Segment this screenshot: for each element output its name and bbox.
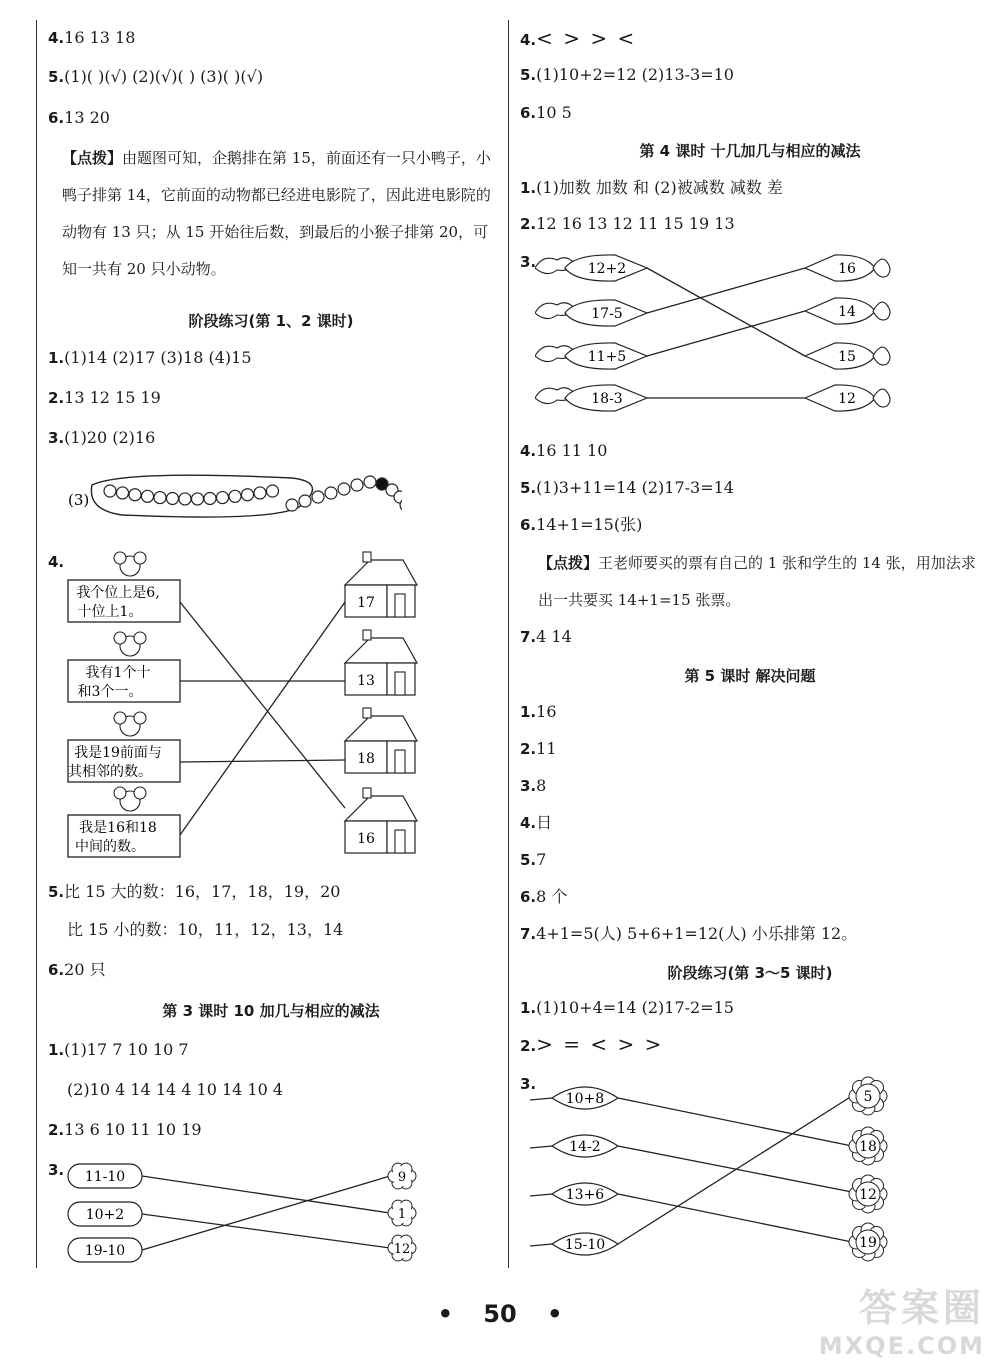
speech-text: 我是16和18 [79,820,157,836]
speech-text: 十位上1。 [77,604,143,620]
flower-number: 12 [859,1187,877,1203]
carrot-expression: 17-5 [591,306,623,322]
page-dot-left: • [437,1300,453,1328]
stage-answer-5b: 比 15 小的数：10，11，12，13，14 [67,920,344,939]
bead [364,476,376,488]
stage-answer-5: 5.比 15 大的数：16，17，18，19，20 [48,882,341,901]
stage-answer-2: 2.13 12 15 19 [48,388,161,407]
lesson5-answer-3: 3.8 [520,776,547,795]
flower-number: 19 [859,1235,877,1251]
tip-paragraph-right: 【点拨】王老师要买的票有自己的 1 张和学生的 14 张，用加法求出一共要买 14+1=15 张票。 [538,554,976,609]
match-line [647,268,805,356]
mouse-ear-icon [134,632,146,644]
bead [117,487,129,499]
lesson3-answer-1b: (2)10 4 14 14 4 10 14 10 4 [67,1080,284,1099]
stage35-answer-1: 1.(1)10+4=14 (2)17-2=15 [520,998,734,1017]
cloud-expression: 19-10 [84,1243,126,1259]
carrot-leaf-icon [873,302,890,320]
cloud-expression: 11-10 [84,1169,126,1185]
lesson4-answer-3-label: 3. [520,253,537,271]
lesson5-answer-5: 5.7 [520,850,547,869]
house-number: 17 [357,595,375,611]
house-roof-icon [345,638,417,663]
bead-string-figure [62,460,402,530]
match-lines [180,602,345,835]
match-line [618,1096,852,1244]
speech-text: 中间的数。 [75,839,145,855]
match-line [618,1146,852,1192]
mouse-ear-icon [114,787,126,799]
bead [104,485,116,497]
bead [299,495,311,507]
lesson5-answer-4: 4.日 [520,813,553,832]
lesson5-answer-6: 6.8 个 [520,887,568,906]
leaf-expression: 15-10 [564,1237,606,1253]
speech-text: 和3个一。 [77,684,143,700]
match-line [180,602,345,835]
lesson4-answer-2: 2.12 16 13 12 11 15 19 13 [520,214,735,233]
stage35-answer-2: 2.> = < > > [520,1032,664,1056]
match-line [647,268,805,313]
mouse-ear-icon [134,787,146,799]
left-carrots-group [535,255,647,411]
match-line [180,760,345,762]
chimney-icon [363,630,371,640]
carrot-number: 12 [838,391,856,407]
bead [254,487,266,499]
bead-label: (3) [68,491,90,509]
leaf-stem [530,1098,552,1100]
stage35-match-lines [618,1096,852,1244]
house-roof-icon [345,560,417,585]
lesson4-answer-7: 7.4 14 [520,627,572,646]
bead [286,499,298,511]
page-dot-right: • [547,1300,563,1328]
lesson3-answer-3-label: 3. [48,1161,65,1179]
bead [312,491,324,503]
chimney-icon [363,552,371,562]
mouse-ear-icon [114,712,126,724]
lesson3-answer-1a: 1.(1)17 7 10 10 7 [48,1040,189,1059]
answer-4: 4.16 13 18 [48,28,136,47]
speech-text: 其相邻的数。 [68,764,152,780]
speech-text: 我有1个十 [85,665,151,681]
watermark-line1: 答案圈 [858,1286,985,1330]
flower-number: 1 [397,1207,407,1222]
match-line [142,1214,390,1248]
lesson4-answer-5: 5.(1)3+11=14 (2)17-3=14 [520,478,734,497]
carrot-matching [535,246,895,426]
leaf-expression: 10+8 [565,1091,605,1107]
left-margin-rule [36,20,37,1268]
bead [129,489,141,501]
flower-number: 12 [393,1242,411,1257]
carrot-expression: 18-3 [591,391,623,407]
speech-text: 我是19前面与 [74,745,162,761]
leaf-expression: 13+6 [565,1187,605,1203]
carrot-expression: 11+5 [587,349,627,365]
bead [325,487,337,499]
lesson4-answer-4: 4.16 11 10 [520,441,608,460]
carrot-leaf-icon [873,347,890,365]
mouse-house-matching [60,550,460,865]
flower-number: 18 [859,1139,877,1155]
match-line [647,311,805,356]
page-number-value: 50 [483,1300,517,1328]
house-roof-icon [345,716,417,741]
stage35-answer-3-label: 3. [520,1075,537,1093]
section-heading-lesson5: 第 5 课时 解决问题 [684,667,816,685]
leaf-stem [530,1244,552,1246]
mice-group [68,552,180,857]
flower-number: 5 [863,1089,873,1105]
carrot-number: 15 [838,349,856,365]
bead [167,492,179,504]
leaf-stem [530,1194,552,1196]
lesson5-answer-2: 2.11 [520,739,557,758]
house-door-icon [395,830,405,853]
section-heading-stage12: 阶段练习(第 1、2 课时) [188,312,354,330]
leaf-stem [530,1146,552,1148]
carrot-expression: 12+2 [587,261,627,277]
bead [142,490,154,502]
flowers-group-right [849,1077,887,1261]
watermark-line2: MXQE.COM [818,1332,985,1360]
lesson5-answer-1: 1.16 [520,702,557,721]
flower-number: 9 [397,1170,407,1185]
answer-5-right: 5.(1)10+2=12 (2)13-3=10 [520,65,734,84]
answer-5: 5.(1)( )(√) (2)(√)( ) (3)( )(√) [48,67,264,86]
house-roof-icon [345,796,417,821]
answer-6: 6.13 20 [48,108,110,127]
house-number: 13 [357,673,375,689]
chimney-icon [363,708,371,718]
lesson3-match-lines [142,1176,390,1250]
section-heading-lesson3: 第 3 课时 10 加几与相应的减法 [162,1002,380,1020]
beads-group [104,476,402,526]
house-number: 18 [357,751,375,767]
house-number: 16 [357,831,375,847]
houses-group [345,552,417,853]
lesson4-match-lines [647,268,805,398]
lesson4-answer-1: 1.(1)加数 加数 和 (2)被减数 减数 差 [520,178,783,197]
bead [204,492,216,504]
lesson5-answer-7: 7.4+1=5(人) 5+6+1=12(人) 小乐排第 12。 [520,924,858,943]
bead [338,483,350,495]
bead [154,492,166,504]
house-door-icon [395,594,405,617]
carrot-leaf-icon [873,389,890,407]
watermark [819,1277,985,1360]
center-divider [508,20,509,1268]
match-line [142,1176,390,1213]
leaf-expression: 14-2 [569,1139,601,1155]
stage-answer-3: 3.(1)20 (2)16 [48,428,156,447]
bead [351,479,363,491]
bead [267,485,279,497]
house-door-icon [395,750,405,773]
bead [217,492,229,504]
mouse-ear-icon [134,712,146,724]
cloud-flower-matching [60,1158,460,1266]
lesson3-answer-2: 2.13 6 10 11 10 19 [48,1120,202,1139]
house-door-icon [395,672,405,695]
match-line [618,1194,852,1242]
carrot-leaf-icon [873,259,890,277]
carrot-number: 14 [838,304,856,320]
match-line [142,1176,390,1250]
bead [179,493,191,505]
leaf-flower-matching [530,1076,910,1266]
bead [192,493,204,505]
answer-6-right: 6.10 5 [520,103,572,122]
stage-answer-1: 1.(1)14 (2)17 (3)18 (4)15 [48,348,252,367]
match-line [618,1098,852,1146]
speech-text: 我个位上是6, [76,585,160,601]
section-heading-lesson4: 第 4 课时 十几加几与相应的减法 [639,142,861,160]
carrot-number: 16 [838,261,856,277]
cloud-expression: 10+2 [85,1207,125,1223]
bead [242,489,254,501]
leaves-group [530,1087,618,1255]
stage-answer-6: 6.20 只 [48,960,106,979]
lesson4-answer-6: 6.14+1=15(张) [520,515,643,534]
chimney-icon [363,788,371,798]
mouse-ear-icon [134,552,146,564]
match-line [180,602,345,808]
mouse-ear-icon [114,632,126,644]
tip-paragraph: 【点拨】由题图可知，企鹅排在第 15，前面还有一只小鸭子，小鸭子排第 14，它前面的动物都已经进电影院了，因此进电影院的动物有 13 只；从 15 开始往后数，到最后的小猴子排第 20，可知一共有 20 只小动物。 [62,149,491,278]
flowers-group [388,1163,416,1261]
clouds-group [68,1164,142,1262]
bead [229,490,241,502]
stage-answer-4-label: 4. [48,553,65,571]
section-heading-stage35: 阶段练习(第 3～5 课时) [667,964,833,982]
mouse-ear-icon [114,552,126,564]
answer-4-right: 4.< > > < [520,26,637,50]
right-carrots-group [805,255,890,411]
